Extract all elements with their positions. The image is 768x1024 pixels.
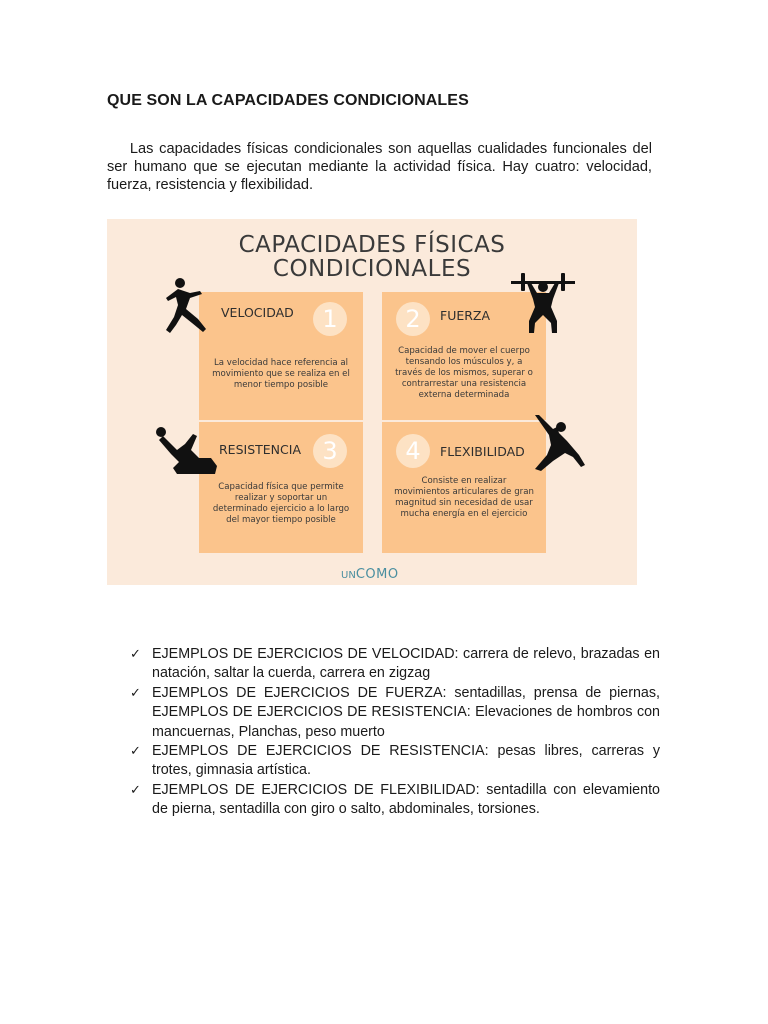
card-velocidad-desc: La velocidad hace referencia al movimiento que se realiza en el menor tiempo posible	[212, 358, 350, 390]
list-item	[130, 742, 660, 781]
card-flexibilidad-number: 4	[396, 434, 430, 468]
card-flexibilidad-name: FLEXIBILIDAD	[440, 444, 525, 459]
list-item	[130, 781, 660, 820]
stretching-icon	[531, 413, 587, 475]
list-item-text: EJEMPLOS DE EJERCICIOS DE FLEXIBILIDAD: sentadilla con elevamiento de pierna, sentadilla con giro o salto, abdominales, torsiones.	[152, 781, 660, 818]
card-resistencia-number: 3	[313, 434, 347, 468]
list-item-text: EJEMPLOS DE EJERCICIOS DE FUERZA: sentadillas, prensa de piernas, EJEMPLOS DE EJERCICIOS DE RESISTENCIA: Elevaciones de hombros con mancuernas, Planchas, peso muerto	[152, 684, 660, 740]
sprinter-icon	[162, 277, 210, 337]
infographic-title-line2: CONDICIONALES	[272, 256, 472, 282]
checkmark-icon: ✓	[130, 685, 141, 701]
list-item	[130, 684, 660, 742]
page-title: QUE SON LA CAPACIDADES CONDICIONALES	[107, 92, 469, 109]
brand-name: COMO	[355, 567, 399, 582]
checkmark-icon: ✓	[130, 647, 141, 662]
card-resistencia-desc: Capacidad física que permite realizar y soportar un determinado ejercicio a lo largo del mayor tiempo posible	[212, 482, 350, 525]
brand-prefix: UN	[341, 570, 356, 581]
checkmark-icon: ✓	[130, 744, 141, 760]
card-velocidad-name: VELOCIDAD	[221, 305, 294, 320]
card-velocidad-number: 1	[313, 302, 347, 336]
list-item-text: EJEMPLOS DE EJERCICIOS DE VELOCIDAD: carrera de relevo, brazadas en natación, saltar la cuerda, carrera en zigzag	[152, 646, 660, 682]
card-resistencia	[199, 422, 363, 553]
list-item-text: EJEMPLOS DE EJERCICIOS DE RESISTENCIA: pesas libres, carreras y trotes, gimnasia artística.	[152, 743, 660, 779]
card-fuerza-number: 2	[396, 302, 430, 336]
examples-list	[130, 645, 660, 820]
infographic-image	[107, 219, 637, 585]
weightlifter-icon	[509, 271, 579, 335]
intro-paragraph	[107, 140, 652, 194]
card-fuerza-desc: Capacidad de mover el cuerpo tensando los músculos y, a través de los mismos, superar o contrarrestar una resistencia externa determinada	[395, 346, 533, 400]
card-fuerza-name: FUERZA	[440, 308, 491, 323]
exerciser-icon	[155, 424, 221, 476]
infographic-title-line1: CAPACIDADES FÍSICAS	[238, 232, 506, 258]
card-velocidad	[199, 292, 363, 420]
checkmark-icon: ✓	[130, 782, 141, 798]
card-resistencia-name: RESISTENCIA	[219, 442, 301, 457]
list-item	[130, 645, 660, 684]
card-flexibilidad	[382, 422, 546, 553]
brand-logo	[341, 563, 399, 582]
card-flexibilidad-desc: Consiste en realizar movimientos articulares de gran magnitud sin necesidad de usar mucha energía en el ejercicio	[394, 476, 534, 519]
intro-text: Las capacidades físicas condicionales son aquellas cualidades funcionales del ser humano que se ejecutan mediante la actividad física. Hay cuatro: velocidad, fuerza, resistencia y flexibilidad.	[107, 141, 652, 193]
